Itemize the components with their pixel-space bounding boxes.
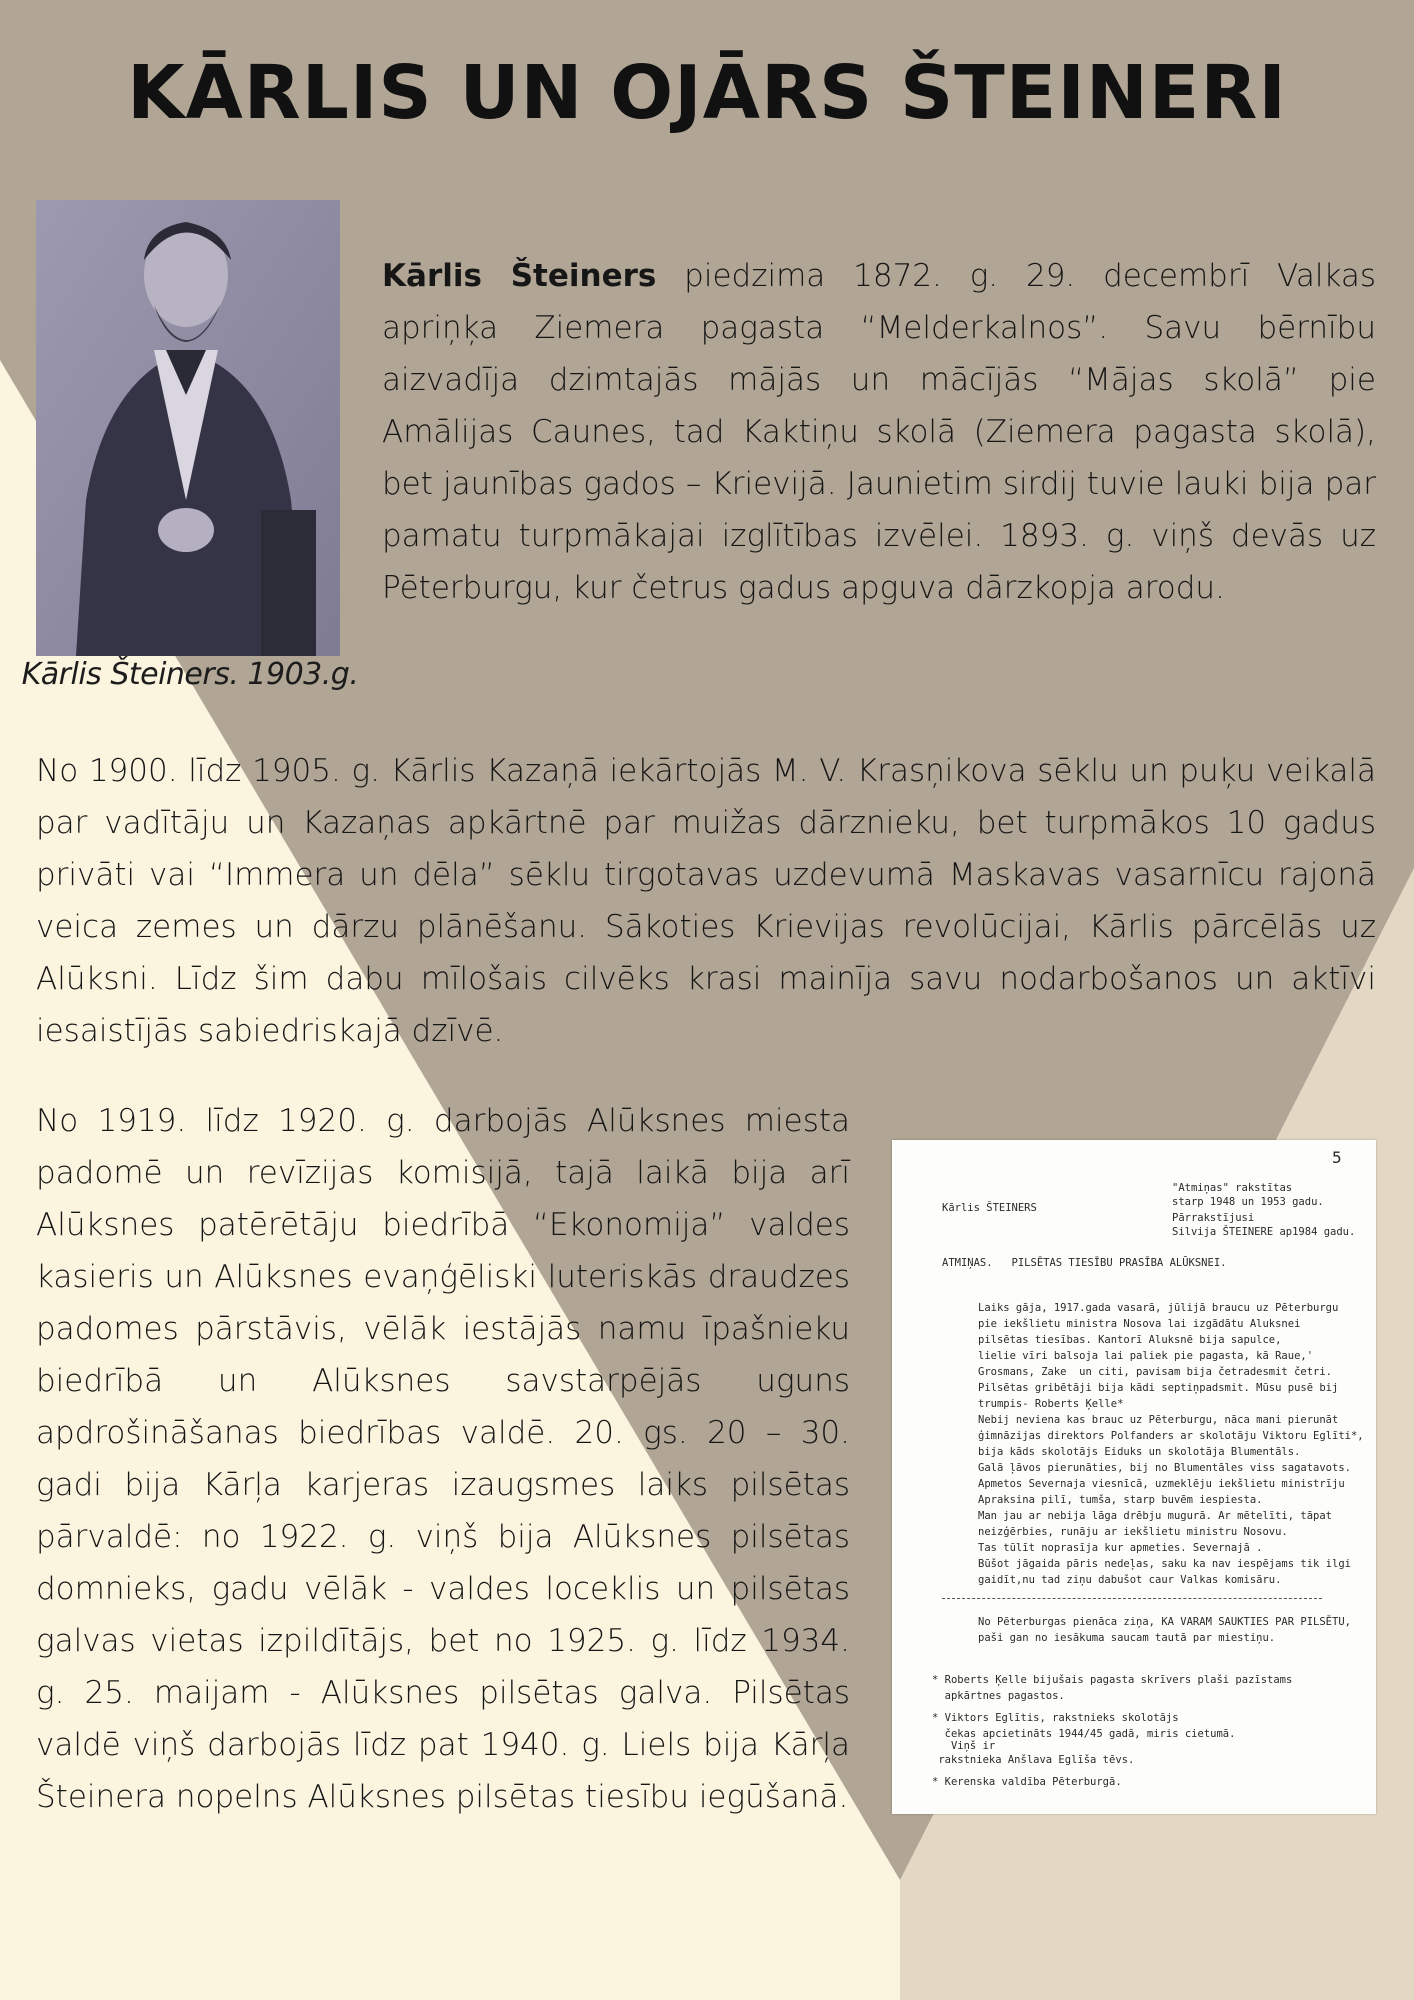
document-body-line: pie iekšlietu ministra Nosova lai izgādātu Aluksnei bbox=[978, 1318, 1301, 1330]
document-body-line: Būšot jāgaida pāris nedeļas, saku ka nav iespējams tik ilgi bbox=[978, 1558, 1351, 1570]
document-separator bbox=[942, 1598, 1322, 1599]
document-body-line: Tas tūlīt noprasīja kur apmeties. Severnajā . bbox=[978, 1542, 1263, 1554]
document-after-line: No Pēterburgas pienāca ziņa, KA VARAM SAUKTIES PAR PILSĒTU, bbox=[978, 1616, 1351, 1628]
document-body-line: gaidīt,nu tad ziņu dabušot caur Valkas komisāru. bbox=[978, 1574, 1282, 1586]
document-body-line: neizģērbies, runāju ar iekšlietu ministru Nosovu. bbox=[978, 1526, 1288, 1538]
page-title: KĀRLIS UN OJĀRS ŠTEINERI bbox=[127, 50, 1287, 136]
document-footnote: Viņš ir bbox=[932, 1740, 996, 1752]
document-body-line: bija kāds skolotājs Eiduks un skolotāja Blumentāls. bbox=[978, 1446, 1301, 1458]
document-note-line: Pārrakstījusi bbox=[1172, 1212, 1255, 1224]
paragraph-birth-text: piedzima 1872. g. 29. decembrī Valkas apriņķa Ziemera pagasta “Melderkalnos”. Savu bērnību aizvadīja dzimtajās mājās un mācījās “Mājas skolā” pie Amālijas Caunes, tad Kaktiņu skolā (Ziemera pagasta skolā), bet jaunības gados – Krievijā. Jaunietim sirdij tuvie lauki bija par pamatu turpmākajai izglītības izvēlei. 1893. g. viņš devās uz Pēterburgu, kur četrus gadus apguva dārzkopja arodu. bbox=[382, 258, 1377, 606]
document-author: Kārlis ŠTEINERS bbox=[942, 1202, 1037, 1214]
document-body-line: lielie vīri balsoja lai paliek pie pagasta, kā Raue,' bbox=[978, 1350, 1314, 1362]
paragraph-aluksne: No 1919. līdz 1920. g. darbojās Alūksnes miesta padomē un revīzijas komisijā, tajā laikā bija arī Alūksnes patērētāju biedrībā “Ekonomija” valdes kasieris un Alūksnes evaņģēliski luteriskās draudzes padomes pārstāvis, vēlāk iestājās namu īpašnieku biedrībā un Alūksnes savstarpējās uguns apdrošināšanas biedrības valdē. 20. gs. 20 – 30. gadi bija Kārļa karjeras izaugsmes laiks pilsētas pārvaldē: no 1922. g. viņš bija Alūksnes pilsētas domnieks, gadu vēlāk - valdes loceklis un pilsētas galvas vietas izpildītājs, bet no 1925. g. līdz 1934. g. 25. maijam - Alūksnes pilsētas galva. Pilsētas valdē viņš darbojās līdz pat 1940. g. Liels bija Kārļa Šteinera nopelns Alūksnes pilsētas tiesību iegūšanā. bbox=[36, 1103, 850, 1815]
document-body-line: Pilsētas gribētāji bija kādi septiņpadsmit. Mūsu pusē bij bbox=[978, 1382, 1339, 1394]
document-body-line: Laiks gāja, 1917.gada vasarā, jūlijā braucu uz Pēterburgu bbox=[978, 1302, 1339, 1314]
document-body-line: Man jau ar nebija lāga drēbju mugurā. Ar mētelīti, tāpat bbox=[978, 1510, 1333, 1522]
document-heading: ATMIŅAS. PILSĒTAS TIESĪBU PRASĪBA ALŪKSNEI. bbox=[942, 1257, 1227, 1269]
document-note-line: "Atmiņas" rakstītas bbox=[1172, 1182, 1293, 1194]
document-after-line: paši gan no iesākuma saucam tautā par miestiņu. bbox=[978, 1632, 1276, 1644]
document-body-line: Nebij neviena kas brauc uz Pēterburgu, nāca mani pierunāt bbox=[978, 1414, 1339, 1426]
memoir-document-scan bbox=[892, 1140, 1376, 1814]
person-name: Kārlis Šteiners bbox=[382, 258, 657, 294]
paragraph-birth bbox=[382, 250, 1376, 614]
document-footnote: * Viktors Eglītis, rakstnieks skolotājs bbox=[932, 1712, 1179, 1724]
document-note-line: starp 1948 un 1953 gadu. bbox=[1172, 1196, 1324, 1208]
document-page-number: 5 bbox=[1332, 1148, 1342, 1167]
document-body-line: Apmetos Severnaja viesnīcā, uzmeklēju iekšlietu ministrīju bbox=[978, 1478, 1345, 1490]
paragraph-career-russia: No 1900. līdz 1905. g. Kārlis Kazaņā iekārtojās M. V. Krasņikova sēklu un puķu veikalā par vadītāju un Kazaņas apkārtnē par muižas dārznieku, bet turpmākos 10 gadus privāti vai “Immera un dēla” sēklu tirgotavas uzdevumā Maskavas vasarnīcu rajonā veica zemes un dārzu plānēšanu. Sākoties Krievijas revolūcijai, Kārlis pārcēlās uz Alūksni. Līdz šim dabu mīlošais cilvēks krasi mainīja savu nodarbošanos un aktīvi iesaistījās sabiedriskajā dzīvē. bbox=[36, 753, 1376, 1049]
portrait-caption: Kārlis Šteiners. 1903.g. bbox=[21, 657, 359, 692]
document-footnote: rakstnieka Anšlava Eglīša tēvs. bbox=[932, 1754, 1135, 1766]
document-body-line: trumpis- Roberts Ķelle* bbox=[978, 1398, 1124, 1410]
document-body-line: Apraksina pilī, tumša, starp buvēm iespiesta. bbox=[978, 1494, 1263, 1506]
document-footnote: * Roberts Ķelle bijušais pagasta skrīvers plaši pazīstams bbox=[932, 1674, 1293, 1686]
document-footnote: apkārtnes pagastos. bbox=[932, 1690, 1065, 1702]
document-body-line: pilsētas tiesības. Kantorī Aluksnē bija sapulce, bbox=[978, 1334, 1282, 1346]
document-body-line: Grosmans, Zake un citi, pavisam bija četradesmit četri. bbox=[978, 1366, 1333, 1378]
document-note-line: Silvija ŠTEINERE ap1984 gadu. bbox=[1172, 1226, 1356, 1238]
portrait-photo bbox=[36, 200, 340, 656]
document-footnote: * Kerenska valdība Pēterburgā. bbox=[932, 1776, 1122, 1788]
document-body-line: Galā ļāvos pierunāties, bij no Blumentāles viss sagatavots. bbox=[978, 1462, 1351, 1474]
document-footnote: čekas apcietināts 1944/45 gadā, miris cietumā. bbox=[932, 1728, 1236, 1740]
document-body-line: ģimnāzijas direktors Polfanders ar skolotāju Viktoru Eglīti*, bbox=[978, 1430, 1364, 1442]
